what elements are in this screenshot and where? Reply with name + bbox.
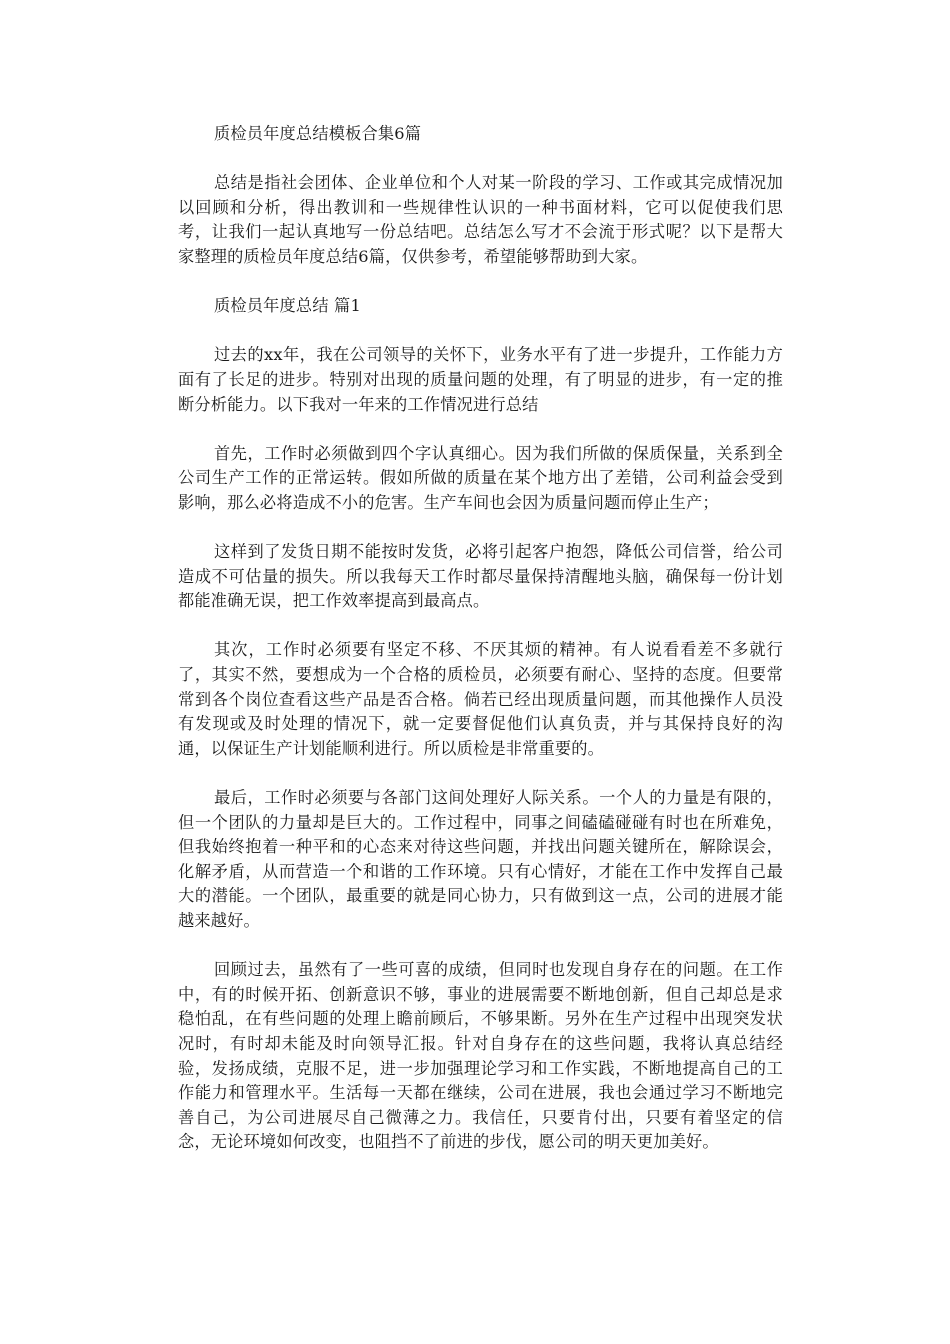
body-paragraph-2: 首先，工作时必须做到四个字认真细心。因为我们所做的保质保量，关系到全公司生产工作的正常运转。假如所做的质量在某个地方出了差错，公司利益会受到影响，那么必将造成不小的危害。生产车间也会因为质量问题而停止生产；: [178, 443, 783, 512]
body-paragraph-5: 最后，工作时必须要与各部门这间处理好人际关系。一个人的力量是有限的，但一个团队的力量却是巨大的。工作过程中，同事之间磕磕碰碰有时也在所难免，但我始终抱着一种平和的心态来对待这些问题，并找出问题关键所在，解除误会，化解矛盾，从而营造一个和谐的工作环境。只有心情好，才能在工作中发挥自己最大的潜能。一个团队，最重要的就是同心协力，只有做到这一点，公司的进展才能越来越好。: [178, 788, 783, 930]
document-body: [178, 122, 783, 1155]
body-paragraph-1: 过去的xx年，我在公司领导的关怀下，业务水平有了进一步提升，工作能力方面有了长足的进步。特别对出现的质量问题的处理，有了明显的进步，有一定的推断分析能力。以下我对一年来的工作情况进行总结: [178, 345, 783, 414]
spacer: [178, 516, 783, 541]
spacer: [178, 761, 783, 786]
section-heading: 质检员年度总结 篇1: [214, 296, 361, 316]
spacer: [178, 147, 783, 172]
spacer: [178, 934, 783, 959]
body-paragraph-4: 其次，工作时必须要有坚定不移、不厌其烦的精神。有人说看看差不多就行了，其实不然，要想成为一个合格的质检员，必须要有耐心、坚持的态度。但要常常到各个岗位查看这些产品是否合格。倘若已经出现质量问题，而其他操作人员没有发现或及时处理的情况下，就一定要督促他们认真负责，并与其保持良好的沟通，以保证生产计划能顺利进行。所以质检是非常重要的。: [178, 640, 783, 758]
body-paragraph-6: 回顾过去，虽然有了一些可喜的成绩，但同时也发现自身存在的问题。在工作中，有的时候开拓、创新意识不够，事业的进展需要不断地创新，但自己却总是求稳怕乱，在有些问题的处理上瞻前顾后，不够果断。另外在生产过程中出现突发状况时，有时却未能及时向领导汇报。针对自身存在的这些问题，我将认真总结经验，发扬成绩，克服不足，进一步加强理论学习和工作实践，不断地提高自己的工作能力和管理水平。生活每一天都在继续，公司在进展，我也会通过学习不断地完善自己，为公司进展尽自己微薄之力。我信任，只要肯付出，只要有着坚定的信念，无论环境如何改变，也阻挡不了前进的步伐，愿公司的明天更加美好。: [178, 960, 783, 1152]
spacer: [178, 319, 783, 344]
intro-paragraph: 总结是指社会团体、企业单位和个人对某一阶段的学习、工作或其完成情况加以回顾和分析，得出教训和一些规律性认识的一种书面材料，它可以促使我们思考，让我们一起认真地写一份总结吧。总结怎么写才不会流于形式呢？以下是帮大家整理的质检员年度总结6篇，仅供参考，希望能够帮助到大家。: [178, 173, 783, 266]
document-title: 质检员年度总结模板合集6篇: [214, 124, 422, 143]
body-paragraph-3: 这样到了发货日期不能按时发货，必将引起客户抱怨，降低公司信誉，给公司造成不可估量的损失。所以我每天工作时都尽量保持清醒地头脑，确保每一份计划都能准确无误，把工作效率提高到最高点。: [178, 542, 783, 611]
spacer: [178, 270, 783, 295]
spacer: [178, 614, 783, 639]
spacer: [178, 417, 783, 442]
